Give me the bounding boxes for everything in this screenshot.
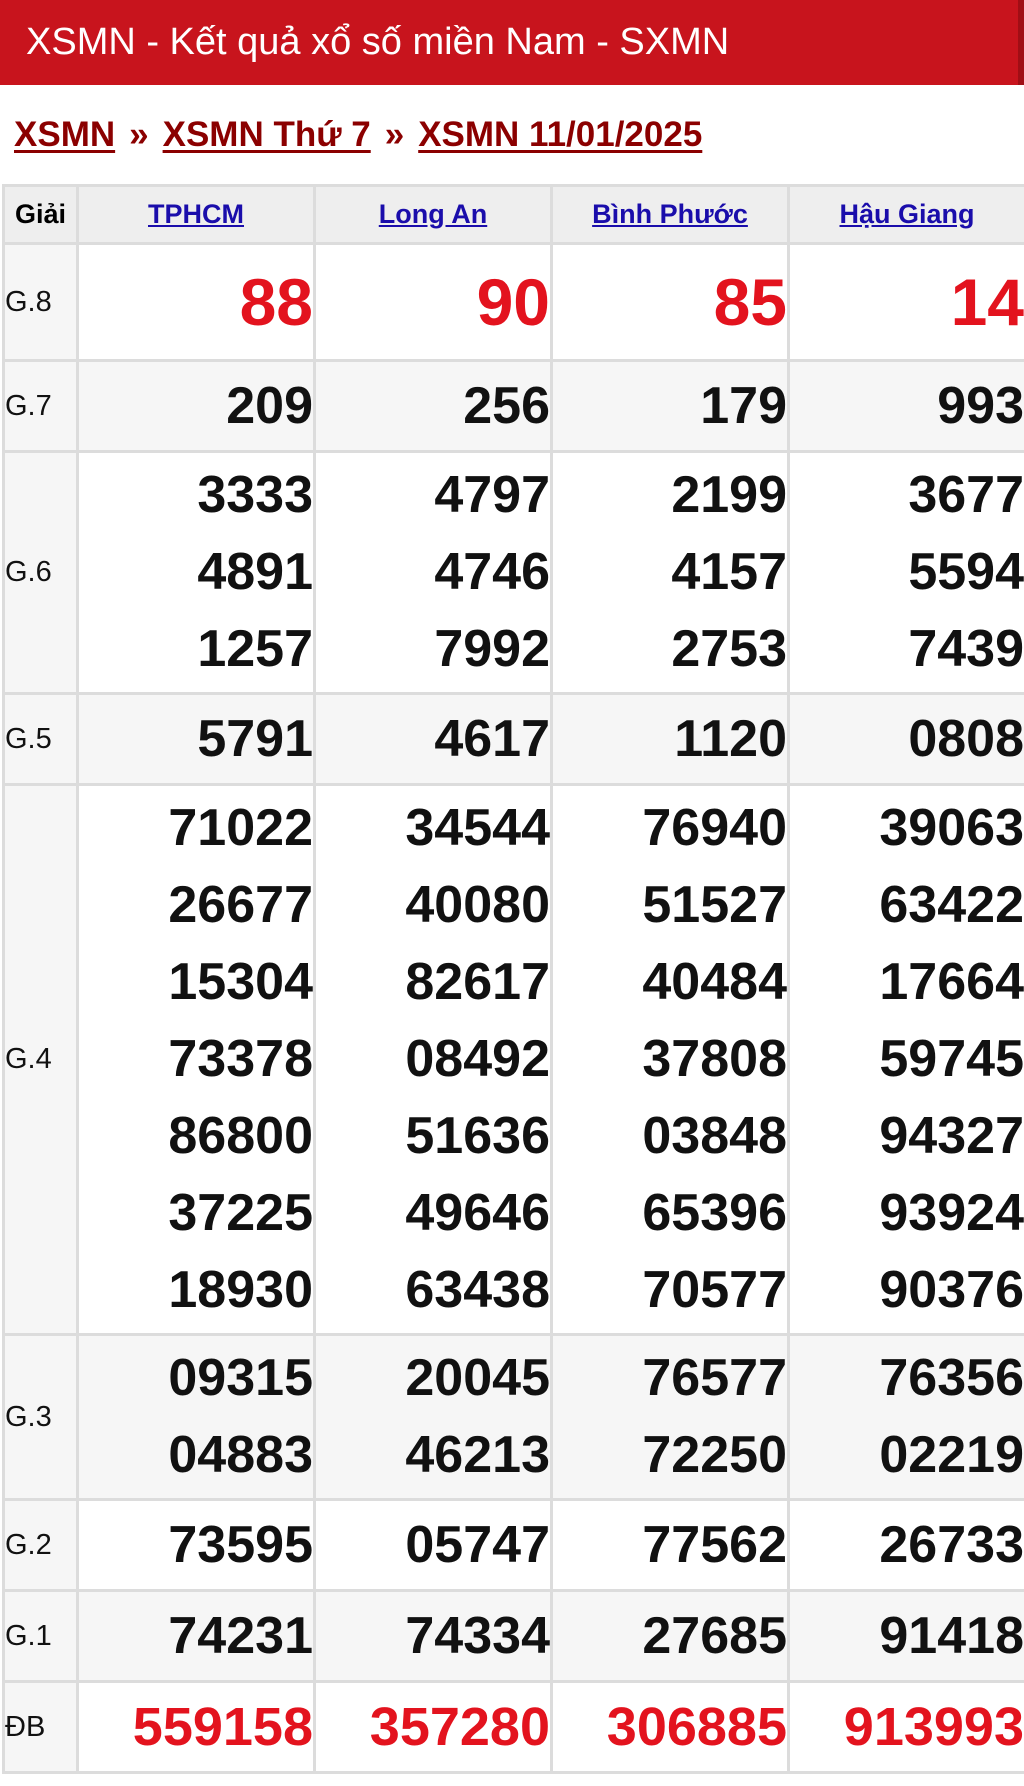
prize-label: G.7 — [4, 361, 78, 452]
result-number: 37225 — [168, 1184, 313, 1242]
result-number: 34544 — [405, 799, 550, 857]
result-cell — [78, 1335, 315, 1500]
result-number: 7439 — [908, 620, 1024, 678]
result-cell — [315, 1591, 552, 1682]
result-number: 559158 — [132, 1696, 313, 1757]
result-cell — [552, 361, 789, 452]
prize-label: G.3 — [4, 1335, 78, 1500]
page-title: XSMN - Kết quả xổ số miền Nam - SXMN — [26, 21, 730, 63]
result-number: 4891 — [197, 543, 313, 601]
result-cell — [789, 1591, 1024, 1682]
result-number: 2199 — [671, 466, 787, 524]
prize-label: G.6 — [4, 452, 78, 694]
result-number: 51527 — [642, 876, 787, 934]
result-number: 5791 — [197, 709, 313, 768]
result-number: 18930 — [168, 1261, 313, 1319]
result-number: 15304 — [168, 953, 313, 1011]
result-number: 04883 — [168, 1426, 313, 1484]
result-cell — [789, 361, 1024, 452]
table-row — [4, 1591, 1024, 1682]
result-number: 0808 — [908, 709, 1024, 768]
result-cell — [552, 1335, 789, 1500]
result-number: 74231 — [168, 1606, 313, 1665]
result-cell — [552, 1591, 789, 1682]
result-cell — [315, 1500, 552, 1591]
result-number: 39063 — [879, 799, 1024, 857]
result-cell — [552, 244, 789, 361]
result-cell — [78, 1500, 315, 1591]
result-cell — [789, 1335, 1024, 1500]
result-number: 1257 — [197, 620, 313, 678]
result-number: 913993 — [843, 1696, 1024, 1757]
breadcrumb — [14, 110, 702, 160]
giai-header: Giải — [4, 186, 78, 244]
breadcrumb-separator: » — [384, 115, 405, 154]
result-cell — [78, 244, 315, 361]
result-number: 03848 — [642, 1107, 787, 1165]
result-number: 5594 — [908, 543, 1024, 601]
prize-label: G.8 — [4, 244, 78, 361]
result-number: 93924 — [879, 1184, 1024, 1242]
result-number: 76577 — [642, 1349, 787, 1407]
result-number: 88 — [239, 264, 313, 339]
result-number: 3677 — [908, 466, 1024, 524]
result-cell — [78, 361, 315, 452]
result-number: 91418 — [879, 1606, 1024, 1665]
result-number: 357280 — [369, 1696, 550, 1757]
result-number: 14 — [950, 264, 1024, 339]
result-number: 209 — [226, 376, 313, 435]
result-cell — [789, 1682, 1024, 1773]
result-cell — [789, 694, 1024, 785]
prize-label: G.1 — [4, 1591, 78, 1682]
province-header — [315, 186, 552, 244]
result-cell — [315, 1335, 552, 1500]
header-edge — [1018, 0, 1024, 85]
result-number: 1120 — [674, 709, 787, 768]
result-number: 179 — [700, 376, 787, 435]
result-number: 09315 — [168, 1349, 313, 1407]
result-number: 85 — [713, 264, 787, 339]
result-number: 05747 — [405, 1515, 550, 1574]
result-cell — [552, 694, 789, 785]
result-number: 49646 — [405, 1184, 550, 1242]
results-table — [2, 184, 1024, 1774]
result-number: 993 — [937, 376, 1024, 435]
table-row — [4, 694, 1024, 785]
result-number: 4797 — [434, 466, 550, 524]
result-cell — [315, 1682, 552, 1773]
result-number: 7992 — [434, 620, 550, 678]
result-number: 76940 — [642, 799, 787, 857]
result-number: 4746 — [434, 543, 550, 601]
result-number: 70577 — [642, 1261, 787, 1319]
breadcrumb-xsmn-link[interactable]: XSMN — [14, 115, 116, 154]
page-header — [0, 0, 1024, 85]
result-number: 3333 — [197, 466, 313, 524]
result-number: 63422 — [879, 876, 1024, 934]
province-link-long-an[interactable]: Long An — [378, 199, 488, 229]
result-number: 20045 — [405, 1349, 550, 1407]
result-cell — [789, 452, 1024, 694]
result-number: 73378 — [168, 1030, 313, 1088]
province-header — [78, 186, 315, 244]
province-link-tphcm[interactable]: TPHCM — [148, 199, 244, 229]
result-number: 2753 — [671, 620, 787, 678]
result-number: 76356 — [879, 1349, 1024, 1407]
result-number: 27685 — [642, 1606, 787, 1665]
results-body — [4, 244, 1024, 1773]
result-number: 63438 — [405, 1261, 550, 1319]
result-number: 82617 — [405, 953, 550, 1011]
table-row — [4, 1335, 1024, 1500]
result-number: 256 — [463, 376, 550, 435]
prize-label: G.5 — [4, 694, 78, 785]
result-number: 72250 — [642, 1426, 787, 1484]
result-number: 40484 — [642, 953, 787, 1011]
result-cell — [315, 244, 552, 361]
prize-label: G.4 — [4, 785, 78, 1335]
prize-label: G.2 — [4, 1500, 78, 1591]
table-row — [4, 1682, 1024, 1773]
result-cell — [315, 694, 552, 785]
result-cell — [78, 452, 315, 694]
table-header-row — [4, 186, 1024, 244]
result-number: 26677 — [168, 876, 313, 934]
result-cell — [789, 785, 1024, 1335]
result-cell — [552, 1500, 789, 1591]
breadcrumb-xsmn-date-link[interactable]: XSMN 11/01/2025 — [418, 115, 703, 154]
table-row — [4, 1500, 1024, 1591]
result-number: 37808 — [642, 1030, 787, 1088]
province-header — [789, 186, 1024, 244]
result-number: 74334 — [405, 1606, 550, 1665]
result-number: 94327 — [879, 1107, 1024, 1165]
table-row — [4, 452, 1024, 694]
result-cell — [78, 785, 315, 1335]
result-cell — [78, 1591, 315, 1682]
result-number: 51636 — [405, 1107, 550, 1165]
result-cell — [315, 452, 552, 694]
result-number: 17664 — [879, 953, 1024, 1011]
result-number: 73595 — [168, 1515, 313, 1574]
result-number: 02219 — [879, 1426, 1024, 1484]
result-number: 08492 — [405, 1030, 550, 1088]
result-number: 71022 — [168, 799, 313, 857]
province-link-binh-phuoc[interactable]: Bình Phước — [592, 199, 748, 229]
result-number: 59745 — [879, 1030, 1024, 1088]
result-cell — [789, 244, 1024, 361]
result-number: 40080 — [405, 876, 550, 934]
table-row — [4, 785, 1024, 1335]
province-header — [552, 186, 789, 244]
result-number: 26733 — [879, 1515, 1024, 1574]
result-number: 65396 — [642, 1184, 787, 1242]
result-cell — [315, 361, 552, 452]
result-number: 90376 — [879, 1261, 1024, 1319]
result-cell — [78, 694, 315, 785]
breadcrumb-separator: » — [129, 115, 149, 154]
result-cell — [552, 785, 789, 1335]
result-number: 86800 — [168, 1107, 313, 1165]
result-number: 4157 — [671, 543, 787, 601]
province-link-hau-giang[interactable]: Hậu Giang — [839, 199, 975, 229]
result-cell — [315, 785, 552, 1335]
result-cell — [789, 1500, 1024, 1591]
result-number: 77562 — [642, 1515, 787, 1574]
result-number: 90 — [476, 264, 550, 339]
table-row — [4, 244, 1024, 361]
breadcrumb-xsmn-thu7-link[interactable]: XSMN Thứ 7 — [162, 115, 371, 154]
result-cell — [552, 1682, 789, 1773]
result-cell — [552, 452, 789, 694]
result-cell — [78, 1682, 315, 1773]
table-row — [4, 361, 1024, 452]
result-number: 306885 — [606, 1696, 787, 1757]
result-number: 46213 — [405, 1426, 550, 1484]
result-number: 4617 — [434, 709, 550, 768]
prize-label: ĐB — [4, 1682, 78, 1773]
